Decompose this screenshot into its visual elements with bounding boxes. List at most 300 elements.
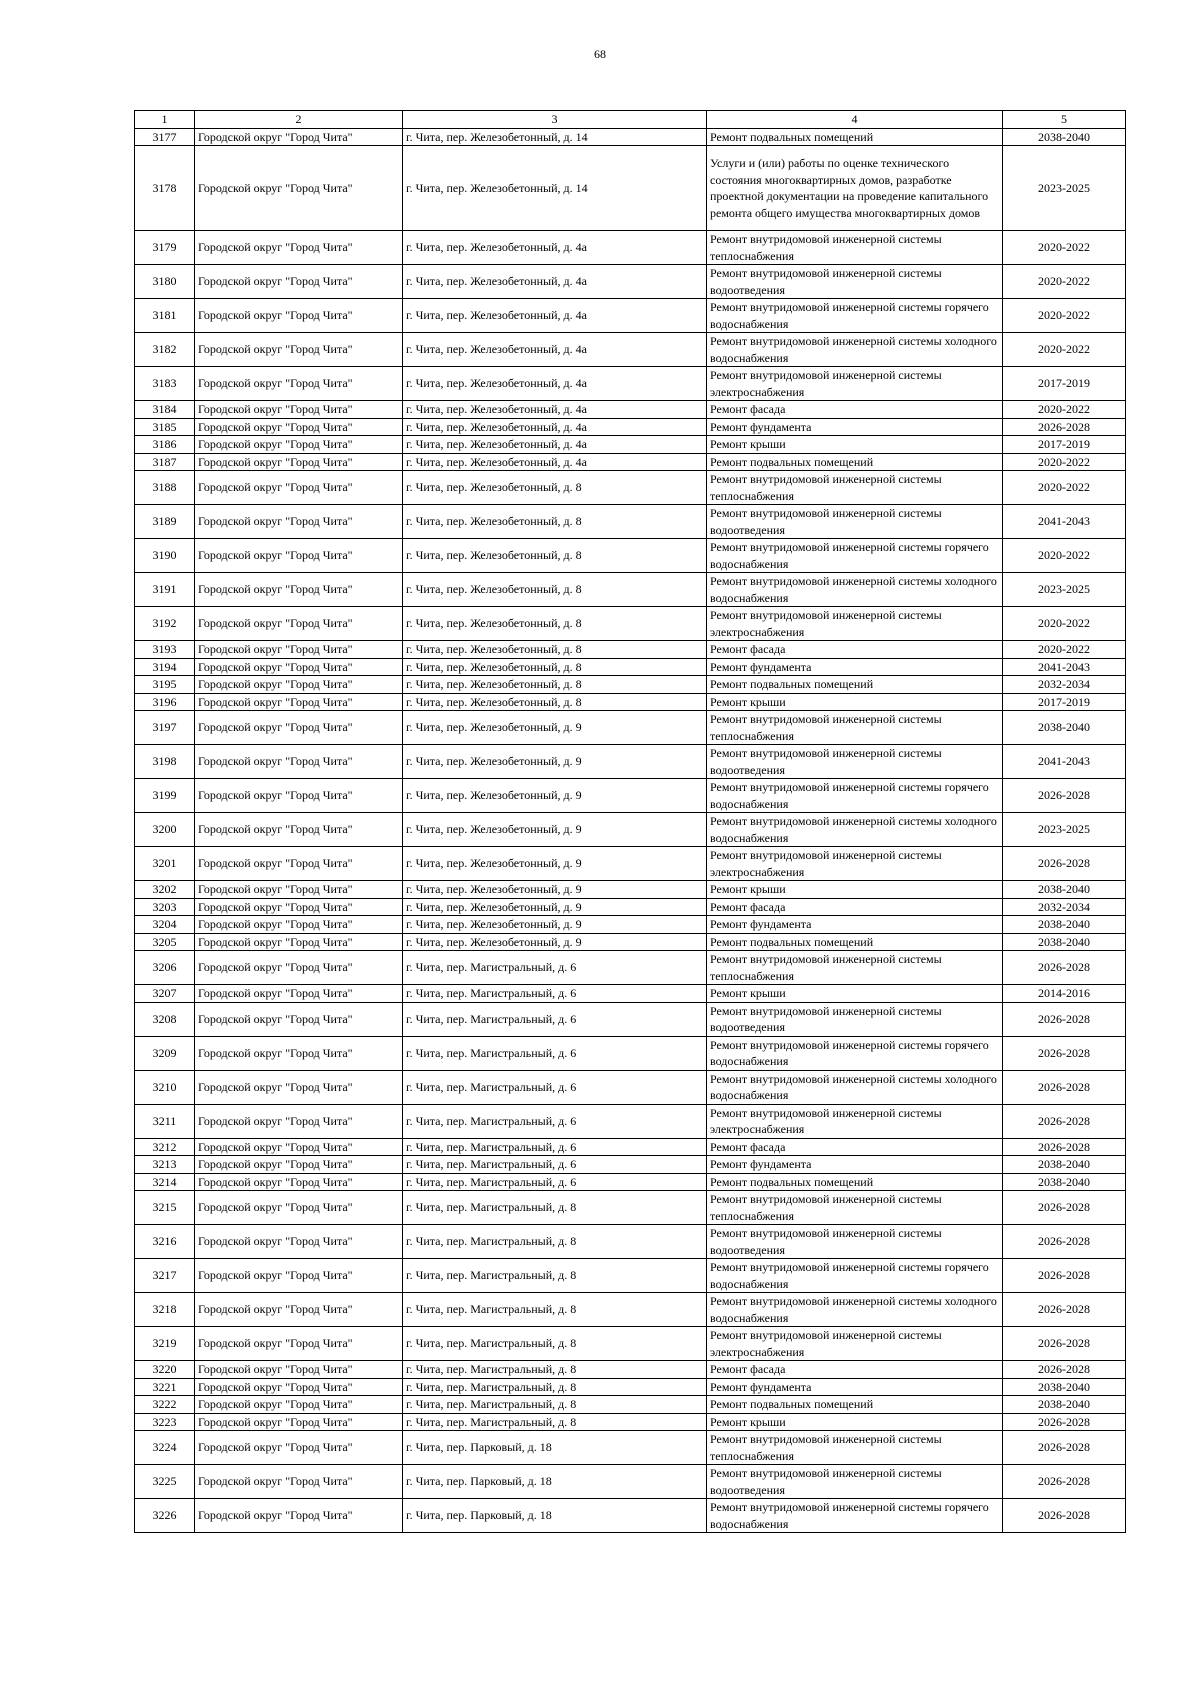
work-type-cell: Ремонт подвальных помещений	[707, 453, 1003, 471]
table-row	[135, 847, 1126, 881]
address-cell: г. Чита, пер. Железобетонный, д. 4а	[403, 453, 707, 471]
address-cell: г. Чита, пер. Магистральный, д. 6	[403, 1156, 707, 1174]
period-cell: 2023-2025	[1003, 573, 1126, 607]
address-cell: г. Чита, пер. Железобетонный, д. 4а	[403, 333, 707, 367]
municipality-cell: Городской округ "Город Чита"	[195, 1036, 403, 1070]
work-type-cell: Ремонт внутридомовой инженерной системы горячего водоснабжения	[707, 539, 1003, 573]
row-number-cell: 3189	[135, 505, 195, 539]
municipality-cell: Городской округ "Город Чита"	[195, 1396, 403, 1414]
table-row	[135, 898, 1126, 916]
period-cell: 2026-2028	[1003, 1259, 1126, 1293]
work-type-cell: Ремонт фасада	[707, 401, 1003, 419]
work-type-cell: Ремонт фасада	[707, 1138, 1003, 1156]
period-cell: 2026-2028	[1003, 951, 1126, 985]
table-row	[135, 1413, 1126, 1431]
municipality-cell: Городской округ "Город Чита"	[195, 693, 403, 711]
address-cell: г. Чита, пер. Магистральный, д. 8	[403, 1396, 707, 1414]
address-cell: г. Чита, пер. Парковый, д. 18	[403, 1499, 707, 1533]
table-row	[135, 813, 1126, 847]
municipality-cell: Городской округ "Город Чита"	[195, 418, 403, 436]
table-row	[135, 436, 1126, 454]
table-row	[135, 1293, 1126, 1327]
table-row	[135, 933, 1126, 951]
work-type-cell: Ремонт внутридомовой инженерной системы водоотведения	[707, 745, 1003, 779]
address-cell: г. Чита, пер. Железобетонный, д. 9	[403, 745, 707, 779]
table-row	[135, 951, 1126, 985]
period-cell: 2026-2028	[1003, 1191, 1126, 1225]
row-number-cell: 3186	[135, 436, 195, 454]
period-cell: 2038-2040	[1003, 1156, 1126, 1174]
address-cell: г. Чита, пер. Магистральный, д. 8	[403, 1361, 707, 1379]
address-cell: г. Чита, пер. Железобетонный, д. 9	[403, 711, 707, 745]
municipality-cell: Городской округ "Город Чита"	[195, 1104, 403, 1138]
column-header: 1	[135, 111, 195, 129]
work-type-cell: Ремонт фундамента	[707, 418, 1003, 436]
row-number-cell: 3213	[135, 1156, 195, 1174]
period-cell: 2020-2022	[1003, 641, 1126, 659]
work-type-cell: Ремонт внутридомовой инженерной системы электроснабжения	[707, 847, 1003, 881]
table-row	[135, 711, 1126, 745]
address-cell: г. Чита, пер. Железобетонный, д. 8	[403, 676, 707, 694]
work-type-cell: Ремонт внутридомовой инженерной системы горячего водоснабжения	[707, 299, 1003, 333]
address-cell: г. Чита, пер. Железобетонный, д. 8	[403, 471, 707, 505]
municipality-cell: Городской округ "Город Чита"	[195, 471, 403, 505]
municipality-cell: Городской округ "Город Чита"	[195, 1225, 403, 1259]
work-type-cell: Ремонт подвальных помещений	[707, 933, 1003, 951]
period-cell: 2041-2043	[1003, 745, 1126, 779]
work-type-cell: Ремонт внутридомовой инженерной системы водоотведения	[707, 1465, 1003, 1499]
period-cell: 2017-2019	[1003, 367, 1126, 401]
column-header: 4	[707, 111, 1003, 129]
row-number-cell: 3192	[135, 607, 195, 641]
address-cell: г. Чита, пер. Магистральный, д. 6	[403, 1070, 707, 1104]
work-type-cell: Ремонт внутридомовой инженерной системы теплоснабжения	[707, 951, 1003, 985]
table-header-row	[135, 111, 1126, 129]
work-type-cell: Ремонт внутридомовой инженерной системы холодного водоснабжения	[707, 333, 1003, 367]
period-cell: 2014-2016	[1003, 985, 1126, 1003]
municipality-cell: Городской округ "Город Чита"	[195, 265, 403, 299]
work-type-cell: Услуги и (или) работы по оценке технического состояния многоквартирных домов, разработке проектной документации на проведение капитального ремонта общего имущества многоквартирных домов	[707, 146, 1003, 231]
table-row	[135, 1156, 1126, 1174]
work-type-cell: Ремонт подвальных помещений	[707, 1396, 1003, 1414]
period-cell: 2038-2040	[1003, 128, 1126, 146]
row-number-cell: 3191	[135, 573, 195, 607]
period-cell: 2026-2028	[1003, 1499, 1126, 1533]
row-number-cell: 3217	[135, 1259, 195, 1293]
address-cell: г. Чита, пер. Железобетонный, д. 8	[403, 641, 707, 659]
table-row	[135, 128, 1126, 146]
row-number-cell: 3190	[135, 539, 195, 573]
address-cell: г. Чита, пер. Магистральный, д. 6	[403, 985, 707, 1003]
page-number: 68	[594, 47, 606, 61]
repair-schedule-table	[134, 110, 1126, 1533]
table-row	[135, 985, 1126, 1003]
municipality-cell: Городской округ "Город Чита"	[195, 676, 403, 694]
period-cell: 2038-2040	[1003, 933, 1126, 951]
address-cell: г. Чита, пер. Железобетонный, д. 9	[403, 916, 707, 934]
work-type-cell: Ремонт фундамента	[707, 1156, 1003, 1174]
period-cell: 2020-2022	[1003, 401, 1126, 419]
work-type-cell: Ремонт внутридомовой инженерной системы горячего водоснабжения	[707, 1499, 1003, 1533]
address-cell: г. Чита, пер. Железобетонный, д. 8	[403, 505, 707, 539]
work-type-cell: Ремонт внутридомовой инженерной системы горячего водоснабжения	[707, 1036, 1003, 1070]
municipality-cell: Городской округ "Город Чита"	[195, 573, 403, 607]
period-cell: 2026-2028	[1003, 1465, 1126, 1499]
address-cell: г. Чита, пер. Магистральный, д. 8	[403, 1225, 707, 1259]
period-cell: 2017-2019	[1003, 693, 1126, 711]
work-type-cell: Ремонт внутридомовой инженерной системы холодного водоснабжения	[707, 813, 1003, 847]
municipality-cell: Городской округ "Город Чита"	[195, 333, 403, 367]
period-cell: 2026-2028	[1003, 418, 1126, 436]
period-cell: 2026-2028	[1003, 1225, 1126, 1259]
column-header: 5	[1003, 111, 1126, 129]
work-type-cell: Ремонт внутридомовой инженерной системы теплоснабжения	[707, 1431, 1003, 1465]
column-header: 3	[403, 111, 707, 129]
work-type-cell: Ремонт внутридомовой инженерной системы теплоснабжения	[707, 231, 1003, 265]
table-row	[135, 367, 1126, 401]
work-type-cell: Ремонт внутридомовой инженерной системы теплоснабжения	[707, 471, 1003, 505]
address-cell: г. Чита, пер. Магистральный, д. 6	[403, 1138, 707, 1156]
table-row	[135, 1396, 1126, 1414]
address-cell: г. Чита, пер. Железобетонный, д. 4а	[403, 418, 707, 436]
municipality-cell: Городской округ "Город Чита"	[195, 1465, 403, 1499]
row-number-cell: 3211	[135, 1104, 195, 1138]
table-row	[135, 1191, 1126, 1225]
municipality-cell: Городской округ "Город Чита"	[195, 1378, 403, 1396]
row-number-cell: 3204	[135, 916, 195, 934]
period-cell: 2020-2022	[1003, 231, 1126, 265]
municipality-cell: Городской округ "Город Чита"	[195, 1138, 403, 1156]
period-cell: 2020-2022	[1003, 453, 1126, 471]
period-cell: 2038-2040	[1003, 1173, 1126, 1191]
municipality-cell: Городской округ "Город Чита"	[195, 1431, 403, 1465]
work-type-cell: Ремонт внутридомовой инженерной системы водоотведения	[707, 1225, 1003, 1259]
row-number-cell: 3209	[135, 1036, 195, 1070]
row-number-cell: 3210	[135, 1070, 195, 1104]
municipality-cell: Городской округ "Город Чита"	[195, 898, 403, 916]
row-number-cell: 3214	[135, 1173, 195, 1191]
work-type-cell: Ремонт внутридомовой инженерной системы холодного водоснабжения	[707, 573, 1003, 607]
period-cell: 2026-2028	[1003, 1361, 1126, 1379]
table-row	[135, 418, 1126, 436]
row-number-cell: 3220	[135, 1361, 195, 1379]
table-row	[135, 333, 1126, 367]
row-number-cell: 3195	[135, 676, 195, 694]
table-row	[135, 573, 1126, 607]
row-number-cell: 3194	[135, 658, 195, 676]
municipality-cell: Городской округ "Город Чита"	[195, 367, 403, 401]
municipality-cell: Городской округ "Город Чита"	[195, 436, 403, 454]
address-cell: г. Чита, пер. Магистральный, д. 8	[403, 1327, 707, 1361]
row-number-cell: 3199	[135, 779, 195, 813]
address-cell: г. Чита, пер. Железобетонный, д. 8	[403, 607, 707, 641]
work-type-cell: Ремонт крыши	[707, 1413, 1003, 1431]
address-cell: г. Чита, пер. Железобетонный, д. 8	[403, 693, 707, 711]
work-type-cell: Ремонт крыши	[707, 693, 1003, 711]
address-cell: г. Чита, пер. Железобетонный, д. 4а	[403, 265, 707, 299]
row-number-cell: 3183	[135, 367, 195, 401]
table-row	[135, 676, 1126, 694]
table-row	[135, 1499, 1126, 1533]
period-cell: 2020-2022	[1003, 471, 1126, 505]
address-cell: г. Чита, пер. Магистральный, д. 6	[403, 1002, 707, 1036]
work-type-cell: Ремонт внутридомовой инженерной системы холодного водоснабжения	[707, 1070, 1003, 1104]
work-type-cell: Ремонт внутридомовой инженерной системы теплоснабжения	[707, 711, 1003, 745]
table-row	[135, 265, 1126, 299]
municipality-cell: Городской округ "Город Чита"	[195, 1499, 403, 1533]
row-number-cell: 3196	[135, 693, 195, 711]
table-row	[135, 779, 1126, 813]
row-number-cell: 3224	[135, 1431, 195, 1465]
table-row	[135, 745, 1126, 779]
row-number-cell: 3223	[135, 1413, 195, 1431]
work-type-cell: Ремонт внутридомовой инженерной системы электроснабжения	[707, 367, 1003, 401]
row-number-cell: 3205	[135, 933, 195, 951]
municipality-cell: Городской округ "Город Чита"	[195, 881, 403, 899]
table-row	[135, 471, 1126, 505]
period-cell: 2017-2019	[1003, 436, 1126, 454]
table-row	[135, 231, 1126, 265]
table-row	[135, 1431, 1126, 1465]
row-number-cell: 3188	[135, 471, 195, 505]
period-cell: 2026-2028	[1003, 1431, 1126, 1465]
period-cell: 2038-2040	[1003, 1396, 1126, 1414]
work-type-cell: Ремонт внутридомовой инженерной системы водоотведения	[707, 505, 1003, 539]
table-row	[135, 1070, 1126, 1104]
row-number-cell: 3221	[135, 1378, 195, 1396]
work-type-cell: Ремонт внутридомовой инженерной системы холодного водоснабжения	[707, 1293, 1003, 1327]
period-cell: 2038-2040	[1003, 1378, 1126, 1396]
address-cell: г. Чита, пер. Магистральный, д. 8	[403, 1413, 707, 1431]
period-cell: 2020-2022	[1003, 607, 1126, 641]
address-cell: г. Чита, пер. Магистральный, д. 6	[403, 951, 707, 985]
period-cell: 2026-2028	[1003, 1002, 1126, 1036]
address-cell: г. Чита, пер. Железобетонный, д. 14	[403, 146, 707, 231]
municipality-cell: Городской округ "Город Чита"	[195, 641, 403, 659]
municipality-cell: Городской округ "Город Чита"	[195, 711, 403, 745]
row-number-cell: 3212	[135, 1138, 195, 1156]
municipality-cell: Городской округ "Город Чита"	[195, 607, 403, 641]
row-number-cell: 3207	[135, 985, 195, 1003]
table-row	[135, 299, 1126, 333]
period-cell: 2020-2022	[1003, 265, 1126, 299]
row-number-cell: 3218	[135, 1293, 195, 1327]
address-cell: г. Чита, пер. Парковый, д. 18	[403, 1431, 707, 1465]
work-type-cell: Ремонт фасада	[707, 641, 1003, 659]
work-type-cell: Ремонт внутридомовой инженерной системы горячего водоснабжения	[707, 1259, 1003, 1293]
work-type-cell: Ремонт внутридомовой инженерной системы электроснабжения	[707, 1327, 1003, 1361]
row-number-cell: 3184	[135, 401, 195, 419]
address-cell: г. Чита, пер. Железобетонный, д. 14	[403, 128, 707, 146]
table-row	[135, 1173, 1126, 1191]
period-cell: 2026-2028	[1003, 1070, 1126, 1104]
work-type-cell: Ремонт фасада	[707, 1361, 1003, 1379]
address-cell: г. Чита, пер. Железобетонный, д. 8	[403, 573, 707, 607]
address-cell: г. Чита, пер. Магистральный, д. 6	[403, 1173, 707, 1191]
table-row	[135, 505, 1126, 539]
period-cell: 2038-2040	[1003, 711, 1126, 745]
municipality-cell: Городской округ "Город Чита"	[195, 933, 403, 951]
municipality-cell: Городской округ "Город Чита"	[195, 985, 403, 1003]
row-number-cell: 3185	[135, 418, 195, 436]
table-row	[135, 658, 1126, 676]
work-type-cell: Ремонт фасада	[707, 898, 1003, 916]
row-number-cell: 3201	[135, 847, 195, 881]
municipality-cell: Городской округ "Город Чита"	[195, 1259, 403, 1293]
period-cell: 2023-2025	[1003, 146, 1126, 231]
address-cell: г. Чита, пер. Железобетонный, д. 4а	[403, 436, 707, 454]
table-row	[135, 1138, 1126, 1156]
row-number-cell: 3208	[135, 1002, 195, 1036]
period-cell: 2038-2040	[1003, 881, 1126, 899]
row-number-cell: 3182	[135, 333, 195, 367]
period-cell: 2038-2040	[1003, 916, 1126, 934]
period-cell: 2032-2034	[1003, 898, 1126, 916]
work-type-cell: Ремонт внутридомовой инженерной системы водоотведения	[707, 1002, 1003, 1036]
column-header: 2	[195, 111, 403, 129]
period-cell: 2020-2022	[1003, 539, 1126, 573]
table-row	[135, 1036, 1126, 1070]
address-cell: г. Чита, пер. Железобетонный, д. 9	[403, 933, 707, 951]
municipality-cell: Городской округ "Город Чита"	[195, 1413, 403, 1431]
municipality-cell: Городской округ "Город Чита"	[195, 1002, 403, 1036]
municipality-cell: Городской округ "Город Чита"	[195, 1156, 403, 1174]
row-number-cell: 3225	[135, 1465, 195, 1499]
period-cell: 2032-2034	[1003, 676, 1126, 694]
table-row	[135, 693, 1126, 711]
table-row	[135, 607, 1126, 641]
municipality-cell: Городской округ "Город Чита"	[195, 1361, 403, 1379]
work-type-cell: Ремонт фундамента	[707, 916, 1003, 934]
municipality-cell: Городской округ "Город Чита"	[195, 916, 403, 934]
address-cell: г. Чита, пер. Железобетонный, д. 8	[403, 658, 707, 676]
table-row	[135, 1361, 1126, 1379]
table-row	[135, 1465, 1126, 1499]
work-type-cell: Ремонт внутридомовой инженерной системы теплоснабжения	[707, 1191, 1003, 1225]
municipality-cell: Городской округ "Город Чита"	[195, 1191, 403, 1225]
address-cell: г. Чита, пер. Железобетонный, д. 4а	[403, 231, 707, 265]
address-cell: г. Чита, пер. Железобетонный, д. 4а	[403, 299, 707, 333]
period-cell: 2026-2028	[1003, 1413, 1126, 1431]
address-cell: г. Чита, пер. Железобетонный, д. 9	[403, 847, 707, 881]
period-cell: 2026-2028	[1003, 1138, 1126, 1156]
address-cell: г. Чита, пер. Парковый, д. 18	[403, 1465, 707, 1499]
work-type-cell: Ремонт внутридомовой инженерной системы водоотведения	[707, 265, 1003, 299]
municipality-cell: Городской округ "Город Чита"	[195, 1327, 403, 1361]
work-type-cell: Ремонт крыши	[707, 881, 1003, 899]
address-cell: г. Чита, пер. Магистральный, д. 8	[403, 1378, 707, 1396]
municipality-cell: Городской округ "Город Чита"	[195, 299, 403, 333]
address-cell: г. Чита, пер. Железобетонный, д. 9	[403, 881, 707, 899]
municipality-cell: Городской округ "Город Чита"	[195, 231, 403, 265]
municipality-cell: Городской округ "Город Чита"	[195, 779, 403, 813]
row-number-cell: 3200	[135, 813, 195, 847]
address-cell: г. Чита, пер. Железобетонный, д. 8	[403, 539, 707, 573]
address-cell: г. Чита, пер. Магистральный, д. 6	[403, 1036, 707, 1070]
address-cell: г. Чита, пер. Железобетонный, д. 4а	[403, 367, 707, 401]
municipality-cell: Городской округ "Город Чита"	[195, 1293, 403, 1327]
table-row	[135, 401, 1126, 419]
table-row	[135, 453, 1126, 471]
period-cell: 2026-2028	[1003, 1293, 1126, 1327]
work-type-cell: Ремонт фундамента	[707, 1378, 1003, 1396]
municipality-cell: Городской округ "Город Чита"	[195, 505, 403, 539]
row-number-cell: 3215	[135, 1191, 195, 1225]
row-number-cell: 3180	[135, 265, 195, 299]
period-cell: 2041-2043	[1003, 658, 1126, 676]
municipality-cell: Городской округ "Город Чита"	[195, 1173, 403, 1191]
work-type-cell: Ремонт внутридомовой инженерной системы электроснабжения	[707, 1104, 1003, 1138]
address-cell: г. Чита, пер. Железобетонный, д. 9	[403, 813, 707, 847]
table-body	[135, 128, 1126, 1533]
row-number-cell: 3226	[135, 1499, 195, 1533]
address-cell: г. Чита, пер. Магистральный, д. 6	[403, 1104, 707, 1138]
table-row	[135, 1225, 1126, 1259]
work-type-cell: Ремонт крыши	[707, 985, 1003, 1003]
table-row	[135, 1259, 1126, 1293]
table-row	[135, 539, 1126, 573]
row-number-cell: 3222	[135, 1396, 195, 1414]
municipality-cell: Городской округ "Город Чита"	[195, 128, 403, 146]
row-number-cell: 3197	[135, 711, 195, 745]
period-cell: 2026-2028	[1003, 779, 1126, 813]
work-type-cell: Ремонт крыши	[707, 436, 1003, 454]
table-row	[135, 881, 1126, 899]
table-row	[135, 1104, 1126, 1138]
period-cell: 2023-2025	[1003, 813, 1126, 847]
row-number-cell: 3202	[135, 881, 195, 899]
work-type-cell: Ремонт внутридомовой инженерной системы электроснабжения	[707, 607, 1003, 641]
work-type-cell: Ремонт фундамента	[707, 658, 1003, 676]
municipality-cell: Городской округ "Город Чита"	[195, 146, 403, 231]
work-type-cell: Ремонт подвальных помещений	[707, 676, 1003, 694]
row-number-cell: 3198	[135, 745, 195, 779]
row-number-cell: 3216	[135, 1225, 195, 1259]
row-number-cell: 3206	[135, 951, 195, 985]
period-cell: 2026-2028	[1003, 1104, 1126, 1138]
row-number-cell: 3193	[135, 641, 195, 659]
municipality-cell: Городской округ "Город Чита"	[195, 847, 403, 881]
row-number-cell: 3181	[135, 299, 195, 333]
period-cell: 2020-2022	[1003, 333, 1126, 367]
row-number-cell: 3179	[135, 231, 195, 265]
municipality-cell: Городской округ "Город Чита"	[195, 745, 403, 779]
address-cell: г. Чита, пер. Магистральный, д. 8	[403, 1191, 707, 1225]
period-cell: 2020-2022	[1003, 299, 1126, 333]
address-cell: г. Чита, пер. Железобетонный, д. 9	[403, 779, 707, 813]
address-cell: г. Чита, пер. Железобетонный, д. 9	[403, 898, 707, 916]
work-type-cell: Ремонт подвальных помещений	[707, 128, 1003, 146]
address-cell: г. Чита, пер. Железобетонный, д. 4а	[403, 401, 707, 419]
period-cell: 2026-2028	[1003, 1327, 1126, 1361]
row-number-cell: 3178	[135, 146, 195, 231]
municipality-cell: Городской округ "Город Чита"	[195, 453, 403, 471]
municipality-cell: Городской округ "Город Чита"	[195, 658, 403, 676]
table-row	[135, 641, 1126, 659]
table-row	[135, 1002, 1126, 1036]
work-type-cell: Ремонт подвальных помещений	[707, 1173, 1003, 1191]
address-cell: г. Чита, пер. Магистральный, д. 8	[403, 1259, 707, 1293]
table-row	[135, 146, 1126, 231]
municipality-cell: Городской округ "Город Чита"	[195, 1070, 403, 1104]
address-cell: г. Чита, пер. Магистральный, д. 8	[403, 1293, 707, 1327]
row-number-cell: 3203	[135, 898, 195, 916]
row-number-cell: 3177	[135, 128, 195, 146]
municipality-cell: Городской округ "Город Чита"	[195, 813, 403, 847]
municipality-cell: Городской округ "Город Чита"	[195, 951, 403, 985]
period-cell: 2026-2028	[1003, 1036, 1126, 1070]
municipality-cell: Городской округ "Город Чита"	[195, 401, 403, 419]
